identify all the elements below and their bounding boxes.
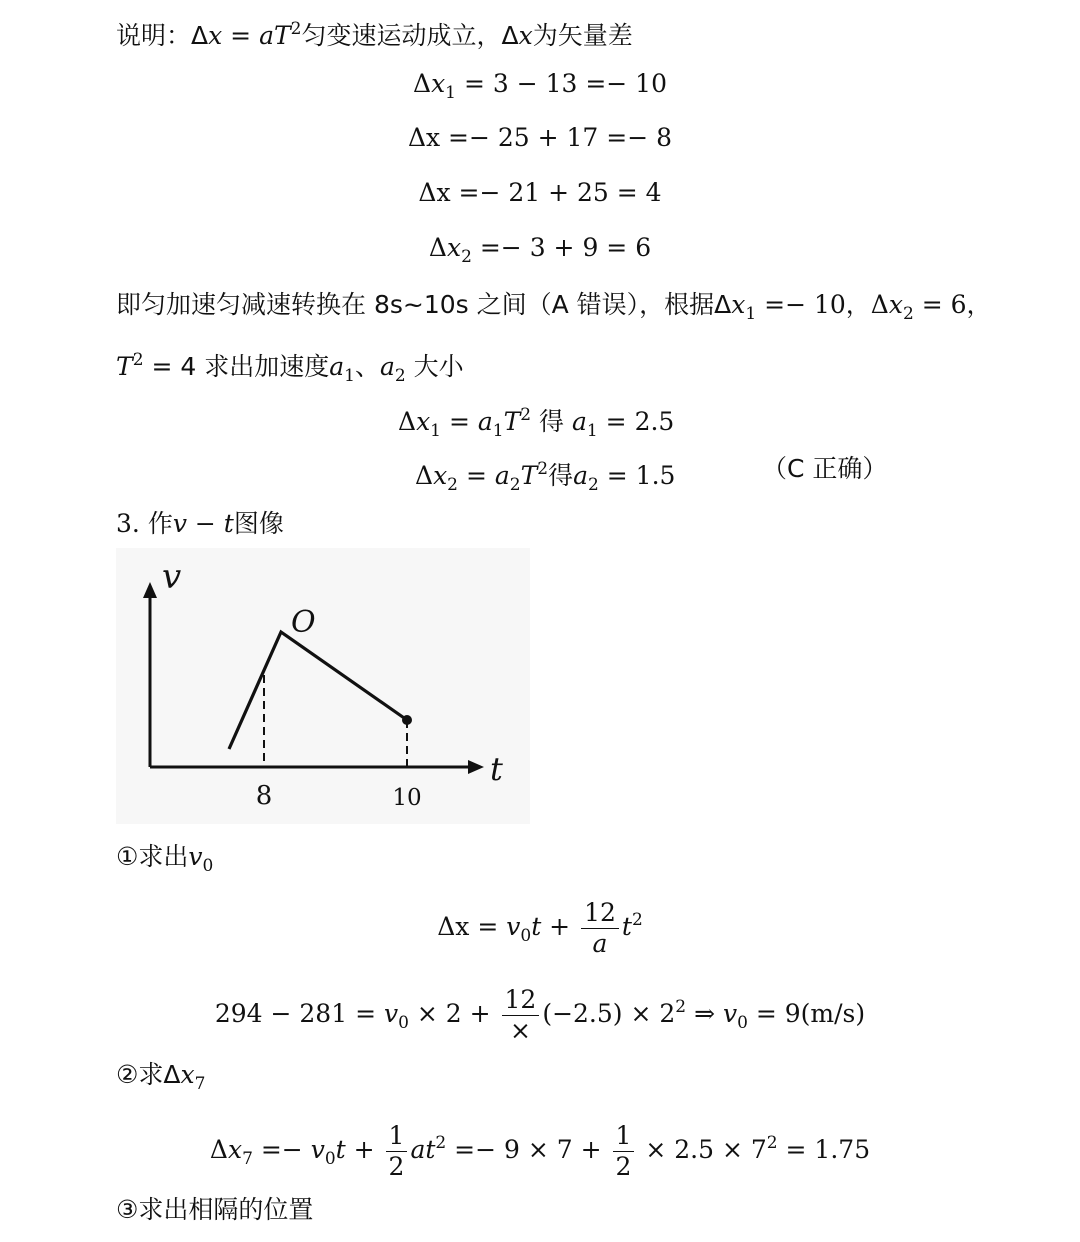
- equation-rhs: = 2.5: [597, 407, 675, 437]
- var-t: t: [335, 1135, 346, 1165]
- step-text: 作: [147, 509, 173, 538]
- denominator: 2: [388, 1152, 405, 1182]
- var-a: a: [572, 407, 587, 437]
- var-T: T: [273, 21, 291, 51]
- exponent: 2: [132, 350, 144, 370]
- var-x: x: [446, 233, 462, 262]
- subscript: 2: [394, 366, 406, 387]
- subscript: 2: [509, 475, 521, 496]
- equation-dx7: [0, 1109, 1080, 1193]
- tick-label-8: 8: [255, 781, 273, 811]
- paragraph-transition: [116, 288, 992, 331]
- paragraph-acceleration: [116, 343, 464, 393]
- subscript: 1: [586, 421, 598, 442]
- exponent: 2: [435, 1133, 447, 1153]
- text-de: 得: [531, 407, 572, 437]
- var-x: x: [416, 407, 431, 437]
- t-axis-label: t: [490, 750, 503, 788]
- para-text: = 4 求出加速度: [143, 352, 330, 382]
- equals: =: [441, 407, 478, 437]
- equation-dx1: [0, 67, 1080, 110]
- var-a: a: [494, 461, 510, 491]
- delta: Δ: [209, 1135, 228, 1165]
- fraction: [502, 985, 540, 1046]
- equation-rest: (−2.5) × 2: [542, 999, 676, 1029]
- var-a: a: [259, 21, 274, 51]
- var-a: a: [573, 461, 589, 491]
- subscript: 2: [447, 475, 458, 496]
- var-t: t: [531, 912, 542, 942]
- var-v: v: [310, 1135, 325, 1165]
- exponent: 2: [520, 405, 532, 425]
- item-text: ②求Δ: [116, 1060, 181, 1089]
- var-T: T: [116, 352, 133, 382]
- numerator: 12: [581, 898, 619, 929]
- equation-rhs: = 1.75: [777, 1135, 871, 1165]
- para-text: 即匀加速匀减速转换在 8s~10s 之间（A 错误），根据Δ: [116, 290, 732, 319]
- equation-lhs: 294 − 281 =: [214, 999, 384, 1029]
- plus: +: [345, 1135, 383, 1165]
- vt-graph: [116, 548, 530, 824]
- peak-label: O: [291, 605, 316, 640]
- subscript: 2: [588, 475, 599, 496]
- var-v: v: [188, 842, 203, 871]
- plus: +: [541, 912, 579, 942]
- var-T: T: [520, 461, 538, 491]
- exponent: 2: [766, 1133, 778, 1153]
- note-line: [116, 12, 633, 53]
- denominator: ×: [509, 1016, 531, 1046]
- subscript: 7: [242, 1149, 253, 1170]
- equation-mid: × 2 +: [408, 999, 499, 1029]
- fraction: [613, 1121, 635, 1182]
- var-x: x: [888, 290, 903, 319]
- numerator: 1: [613, 1121, 635, 1152]
- equation-lhs: Δx =: [437, 912, 507, 942]
- para-text: 大小: [405, 352, 464, 382]
- subscript: 0: [737, 1013, 748, 1034]
- equation-v0: [0, 973, 1080, 1057]
- equation-rhs: = 1.5: [598, 461, 676, 491]
- equation-part: × 2.5 × 7: [637, 1135, 767, 1165]
- equals: =: [222, 21, 260, 51]
- equation-displacement: [0, 886, 1080, 970]
- delta: Δ: [428, 233, 447, 262]
- step-suffix: 图像: [233, 509, 284, 538]
- note-suffix: 为矢量差: [532, 21, 633, 51]
- denominator: 2: [615, 1152, 632, 1182]
- var-t: t: [223, 509, 234, 538]
- item1-heading: [116, 840, 213, 883]
- equation-dx-a: Δx =− 25 + 17 =− 8: [407, 123, 673, 152]
- equation-rhs: = 9(m/s): [747, 999, 866, 1029]
- step3-heading: [116, 507, 284, 541]
- note-text: 匀变速运动成立，Δ: [301, 21, 519, 51]
- var-x: x: [180, 1060, 195, 1089]
- var-T: T: [503, 407, 521, 437]
- fraction: [386, 1121, 408, 1182]
- subscript: 7: [194, 1073, 206, 1094]
- var-x: x: [518, 21, 533, 51]
- var-v: v: [506, 912, 521, 942]
- subscript: 1: [430, 421, 441, 442]
- exponent: 2: [675, 997, 687, 1017]
- equation-part: =− 9 × 7 +: [446, 1135, 610, 1165]
- delta: Δ: [413, 69, 432, 98]
- subscript: 1: [492, 421, 504, 442]
- exponent: 2: [631, 910, 643, 930]
- fraction: [581, 898, 619, 959]
- separator: 、: [354, 352, 380, 382]
- item2-heading: [116, 1058, 205, 1101]
- var-v: v: [383, 999, 399, 1029]
- var-a: a: [329, 352, 345, 382]
- subscript: 0: [324, 1149, 336, 1170]
- para-text: = 6，: [913, 290, 992, 319]
- delta: Δ: [398, 407, 417, 437]
- step-number: 3.: [116, 509, 148, 538]
- subscript: 1: [445, 82, 456, 103]
- exponent: 2: [537, 459, 549, 479]
- var-x: x: [731, 290, 746, 319]
- subscript: 2: [902, 303, 914, 324]
- minus: −: [186, 509, 224, 538]
- equation-dx-b: Δx =− 21 + 25 = 4: [418, 178, 662, 207]
- equation-a1: [398, 398, 674, 448]
- subscript: 0: [520, 926, 532, 947]
- tick-label-10: 10: [392, 785, 422, 811]
- var-t: t: [621, 912, 632, 942]
- var-x: x: [208, 21, 223, 51]
- para-text: =− 10，Δ: [756, 290, 889, 319]
- subscript: 1: [344, 366, 355, 387]
- item-text: ①求出: [116, 842, 189, 871]
- text-de: 得: [548, 461, 574, 491]
- note-prefix: 说明：Δ: [116, 21, 209, 51]
- denominator: a: [592, 929, 608, 959]
- equation-dx2: [0, 231, 1080, 274]
- var-x: x: [433, 461, 448, 491]
- var-x: x: [227, 1135, 243, 1165]
- item3-heading: ③求出相隔的位置: [116, 1195, 314, 1224]
- numerator: 12: [502, 985, 540, 1016]
- v-axis-label: v: [162, 557, 182, 597]
- subscript: 2: [461, 246, 472, 267]
- var-v: v: [172, 509, 187, 538]
- subscript: 0: [398, 1013, 409, 1034]
- var-x: x: [431, 69, 446, 98]
- equals: =: [458, 461, 495, 491]
- implies-arrow: ⇒: [686, 999, 723, 1029]
- var-a: a: [477, 407, 493, 437]
- numerator: 1: [386, 1121, 408, 1152]
- correct-note: （C 正确）: [762, 454, 888, 483]
- equation-a2: [415, 452, 675, 502]
- equation-rhs: =− 3 + 9 = 6: [471, 233, 652, 262]
- subscript: 1: [745, 303, 757, 324]
- equation-rhs: = 3 − 13 =− 10: [456, 69, 667, 98]
- subscript: 0: [202, 855, 214, 876]
- var-a: a: [379, 352, 395, 382]
- equation-part: =−: [252, 1135, 311, 1165]
- exponent: 2: [290, 19, 302, 39]
- delta: Δ: [415, 461, 434, 491]
- var-v: v: [722, 999, 738, 1029]
- var-at: at: [410, 1135, 436, 1165]
